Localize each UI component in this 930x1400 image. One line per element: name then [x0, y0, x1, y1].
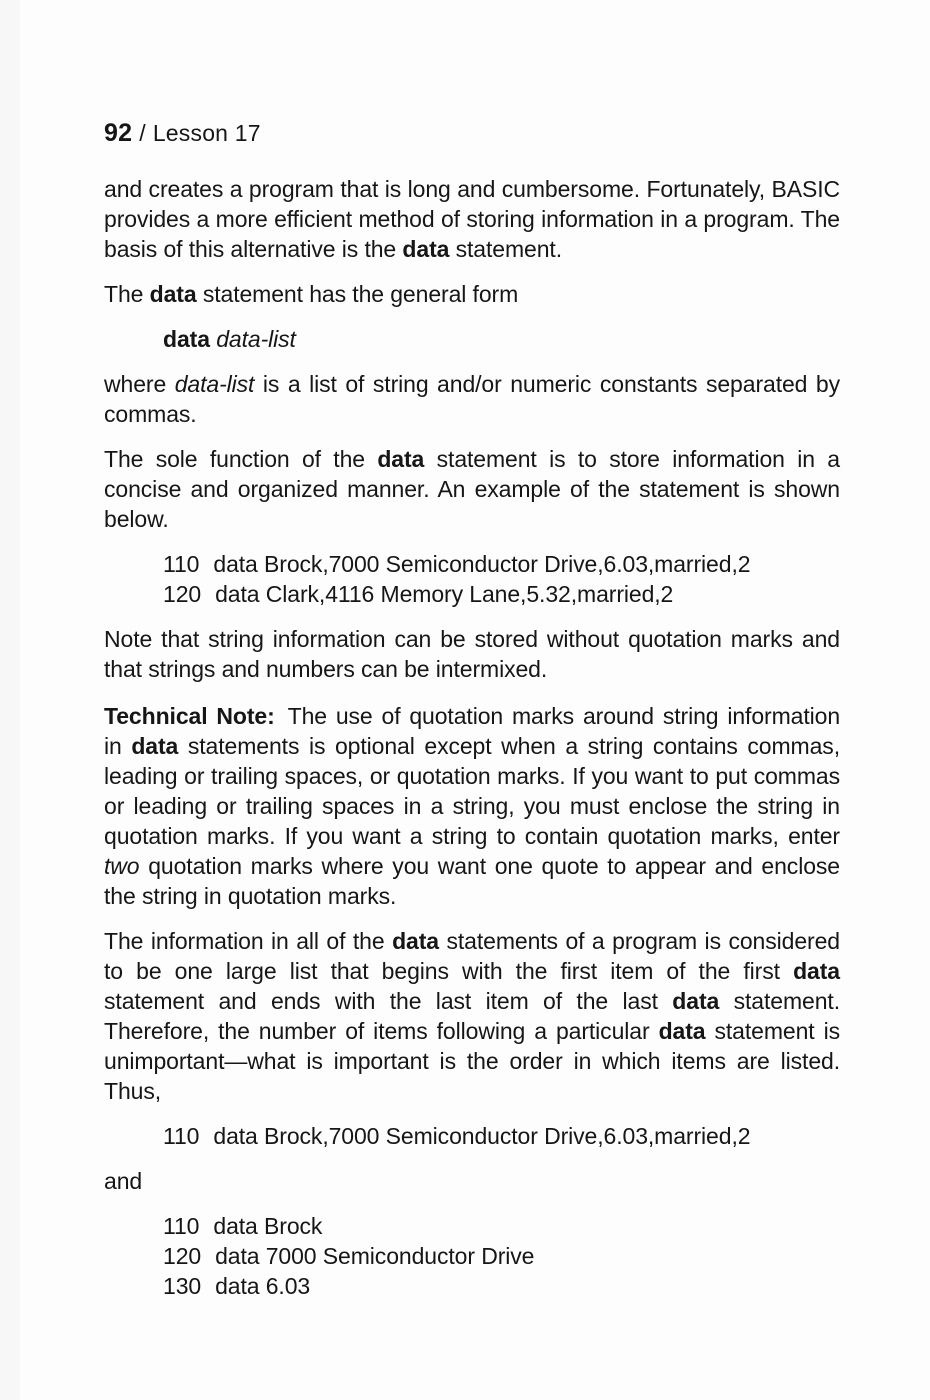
sole-function-paragraph: [104, 444, 840, 534]
text-run: data Brock,7000 Semiconductor Drive,6.03,married,2: [213, 551, 751, 577]
intro-paragraph: [104, 174, 840, 264]
code-line: [163, 1271, 840, 1301]
text-run: statement is to store information in a concise and organized manner. An example of the statement is shown below.: [104, 446, 840, 532]
note-paragraph: [104, 624, 840, 684]
italic-text-run: two: [104, 853, 140, 879]
line-number: 110: [163, 551, 200, 577]
text-run: The use of quotation marks around string information in: [104, 703, 841, 759]
data-list-definition: [104, 369, 840, 429]
text-run: and creates a program that is long and cumbersome. Fortunately, BASIC provides a more efficient method of storing information in a program. The basis of this alternative is the: [104, 176, 840, 262]
text-run: statement.: [449, 236, 563, 262]
text-run: statement. Therefore, the number of items following a particular: [104, 988, 840, 1044]
bold-text-run: data: [149, 281, 197, 307]
text-run: statements is optional except when a string contains commas, leading or trailing spaces, or quotation marks. If you want to put commas or leading or trailing spaces in a string, you must enclose the string in quotation marks. If you want a string to contain quotation marks, enter: [104, 733, 840, 849]
bold-text-run: data: [163, 326, 210, 352]
code-line: [163, 1121, 840, 1151]
example-code-3: [104, 1211, 840, 1301]
text-run: where: [104, 371, 175, 397]
page-header: [104, 118, 840, 148]
text-run: is a list of string and/or numeric constants separated by commas.: [104, 371, 841, 427]
bold-text-run: data: [377, 446, 425, 472]
lesson-title: Lesson 17: [152, 120, 261, 146]
general-form-code: [104, 324, 840, 354]
text-run: statements of a program is considered to be one large list that begins with the first item of the first: [104, 928, 840, 984]
text-run: data Brock: [213, 1213, 323, 1239]
bold-text-run: data: [793, 958, 840, 984]
general-form-intro: [104, 279, 840, 309]
page-content: [104, 174, 840, 1301]
page-number: 92: [104, 119, 133, 147]
line-number: 120: [163, 1243, 202, 1269]
one-large-list-paragraph: [104, 926, 840, 1106]
text-run: data 6.03: [215, 1273, 311, 1299]
text-run: statement has the general form: [196, 281, 519, 307]
bold-text-run: data: [672, 988, 720, 1014]
line-number: 130: [163, 1273, 202, 1299]
text-run: statement is unimportant—what is important is the order in which items are listed. Thus,: [104, 1018, 840, 1104]
technical-note: [104, 701, 840, 911]
italic-text-run: data-list: [216, 326, 296, 352]
code-line: [163, 579, 840, 609]
code-line: [163, 1241, 840, 1271]
line-number: 110: [163, 1123, 200, 1149]
text-run: The information in all of the: [104, 928, 393, 954]
code-line: [163, 1211, 840, 1241]
header-separator: /: [139, 120, 146, 146]
connector-and: [104, 1166, 840, 1196]
text-run: The: [104, 281, 150, 307]
text-run: The sole function of the: [104, 446, 378, 472]
line-number: 120: [163, 581, 202, 607]
bold-text-run: data: [402, 236, 450, 262]
bold-text-run: Technical Note:: [104, 703, 275, 729]
bold-text-run: data: [658, 1018, 706, 1044]
line-number: 110: [163, 1213, 200, 1239]
example-code-1: [104, 549, 840, 609]
text-run: quotation marks where you want one quote to appear and enclose the string in quotation marks.: [104, 853, 840, 909]
example-code-2: [104, 1121, 840, 1151]
bold-text-run: data: [131, 733, 179, 759]
text-run: and: [104, 1168, 143, 1194]
text-run: Note that string information can be stored without quotation marks and that strings and numbers can be intermixed.: [104, 626, 840, 682]
code-line: [163, 324, 840, 354]
italic-text-run: data-list: [174, 371, 255, 397]
text-run: statement and ends with the last item of the last: [104, 988, 673, 1014]
code-line: [163, 549, 840, 579]
text-run: data Brock,7000 Semiconductor Drive,6.03,married,2: [213, 1123, 751, 1149]
text-run: data 7000 Semiconductor Drive: [215, 1243, 535, 1269]
bold-text-run: data: [392, 928, 439, 954]
text-run: data Clark,4116 Memory Lane,5.32,married,2: [215, 581, 674, 607]
